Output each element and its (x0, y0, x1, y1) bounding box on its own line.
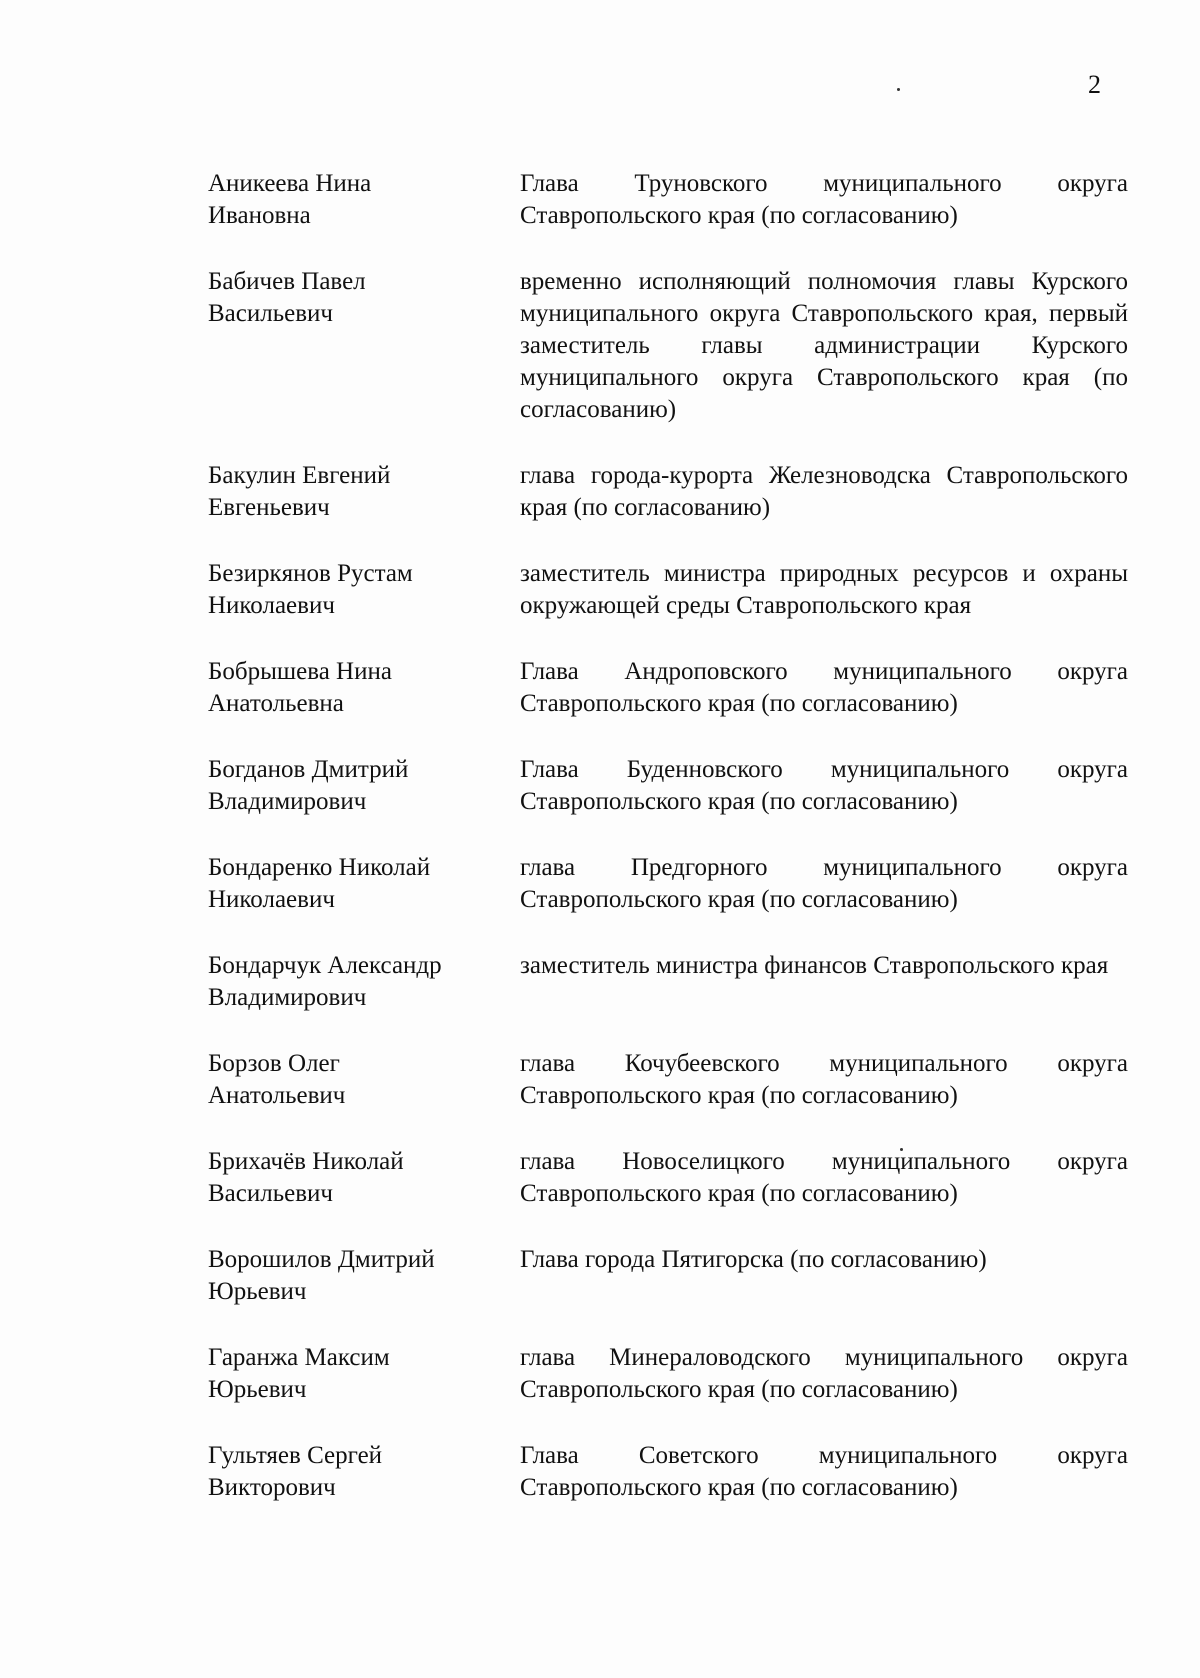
member-entry (208, 1146, 1128, 1210)
member-position: Глава Буденновского муниципального округа Ставропольского края (по согласованию) (520, 756, 1128, 815)
member-surname-first-name: Бакулин Евгений (208, 462, 391, 489)
member-surname-first-name: Аникеева Нина (208, 170, 372, 197)
member-patronymic: Евгеньевич (208, 494, 330, 521)
members-list (208, 168, 1128, 1538)
member-position: временно исполняющий полномочия главы Курского муниципального округа Ставропольского края, первый заместитель главы администрации Курского муниципального округа Ставропольского края (по согласованию) (520, 268, 1128, 423)
member-position: Глава Андроповского муниципального округа Ставропольского края (по согласованию) (520, 658, 1128, 717)
member-position: глава Новоселицкого муниципального округа Ставропольского края (по согласованию) (520, 1148, 1128, 1207)
member-entry (208, 558, 1128, 622)
member-name (208, 950, 520, 1014)
member-patronymic: Юрьевич (208, 1278, 307, 1305)
member-patronymic: Анатольевна (208, 690, 344, 717)
member-name (208, 852, 520, 916)
member-surname-first-name: Борзов Олег (208, 1050, 340, 1077)
member-patronymic: Николаевич (208, 592, 335, 619)
member-entry (208, 656, 1128, 720)
member-entry (208, 1342, 1128, 1406)
member-patronymic: Юрьевич (208, 1376, 307, 1403)
member-position: Глава Советского муниципального округа Ставропольского края (по согласованию) (520, 1442, 1128, 1501)
member-surname-first-name: Бондарчук Александр (208, 952, 442, 979)
member-surname-first-name: Бабичев Павел (208, 268, 366, 295)
member-patronymic: Викторович (208, 1474, 336, 1501)
member-surname-first-name: Брихачёв Николай (208, 1148, 404, 1175)
member-surname-first-name: Гультяев Сергей (208, 1442, 383, 1469)
member-patronymic: Николаевич (208, 886, 335, 913)
member-name (208, 460, 520, 524)
member-name (208, 1244, 520, 1308)
member-surname-first-name: Безиркянов Рустам (208, 560, 413, 587)
member-name (208, 1146, 520, 1210)
member-name (208, 168, 520, 232)
scan-speck (897, 88, 900, 91)
member-patronymic: Анатольевич (208, 1082, 346, 1109)
member-entry (208, 1440, 1128, 1504)
member-position: Глава Труновского муниципального округа Ставропольского края (по согласованию) (520, 170, 1128, 229)
member-position: глава города-курорта Железноводска Ставропольского края (по согласованию) (520, 462, 1128, 521)
member-patronymic: Васильевич (208, 300, 333, 327)
member-position: глава Предгорного муниципального округа Ставропольского края (по согласованию) (520, 854, 1128, 913)
member-entry (208, 1244, 1128, 1308)
member-position: глава Кочубеевского муниципального округа Ставропольского края (по согласованию) (520, 1050, 1128, 1109)
member-patronymic: Владимирович (208, 984, 367, 1011)
member-patronymic: Владимирович (208, 788, 367, 815)
member-entry (208, 852, 1128, 916)
member-surname-first-name: Ворошилов Дмитрий (208, 1246, 435, 1273)
member-entry (208, 754, 1128, 818)
page-number: 2 (1088, 70, 1101, 99)
member-name (208, 266, 520, 330)
member-entry (208, 950, 1128, 1014)
member-name (208, 754, 520, 818)
member-position: заместитель министра природных ресурсов и охраны окружающей среды Ставропольского края (520, 560, 1128, 619)
member-surname-first-name: Бондаренко Николай (208, 854, 431, 881)
member-surname-first-name: Гаранжа Максим (208, 1344, 390, 1371)
member-surname-first-name: Богданов Дмитрий (208, 756, 409, 783)
member-surname-first-name: Бобрышева Нина (208, 658, 392, 685)
member-name (208, 1048, 520, 1112)
member-entry (208, 168, 1128, 232)
member-position: глава Минераловодского муниципального округа Ставропольского края (по согласованию) (520, 1344, 1128, 1403)
member-entry (208, 266, 1128, 426)
member-entry (208, 1048, 1128, 1112)
member-position: заместитель министра финансов Ставропольского края (520, 952, 1109, 979)
member-name (208, 1342, 520, 1406)
member-name (208, 558, 520, 622)
member-name (208, 656, 520, 720)
member-patronymic: Васильевич (208, 1180, 333, 1207)
member-patronymic: Ивановна (208, 202, 311, 229)
member-position: Глава города Пятигорска (по согласованию) (520, 1246, 987, 1273)
member-entry (208, 460, 1128, 524)
member-name (208, 1440, 520, 1504)
